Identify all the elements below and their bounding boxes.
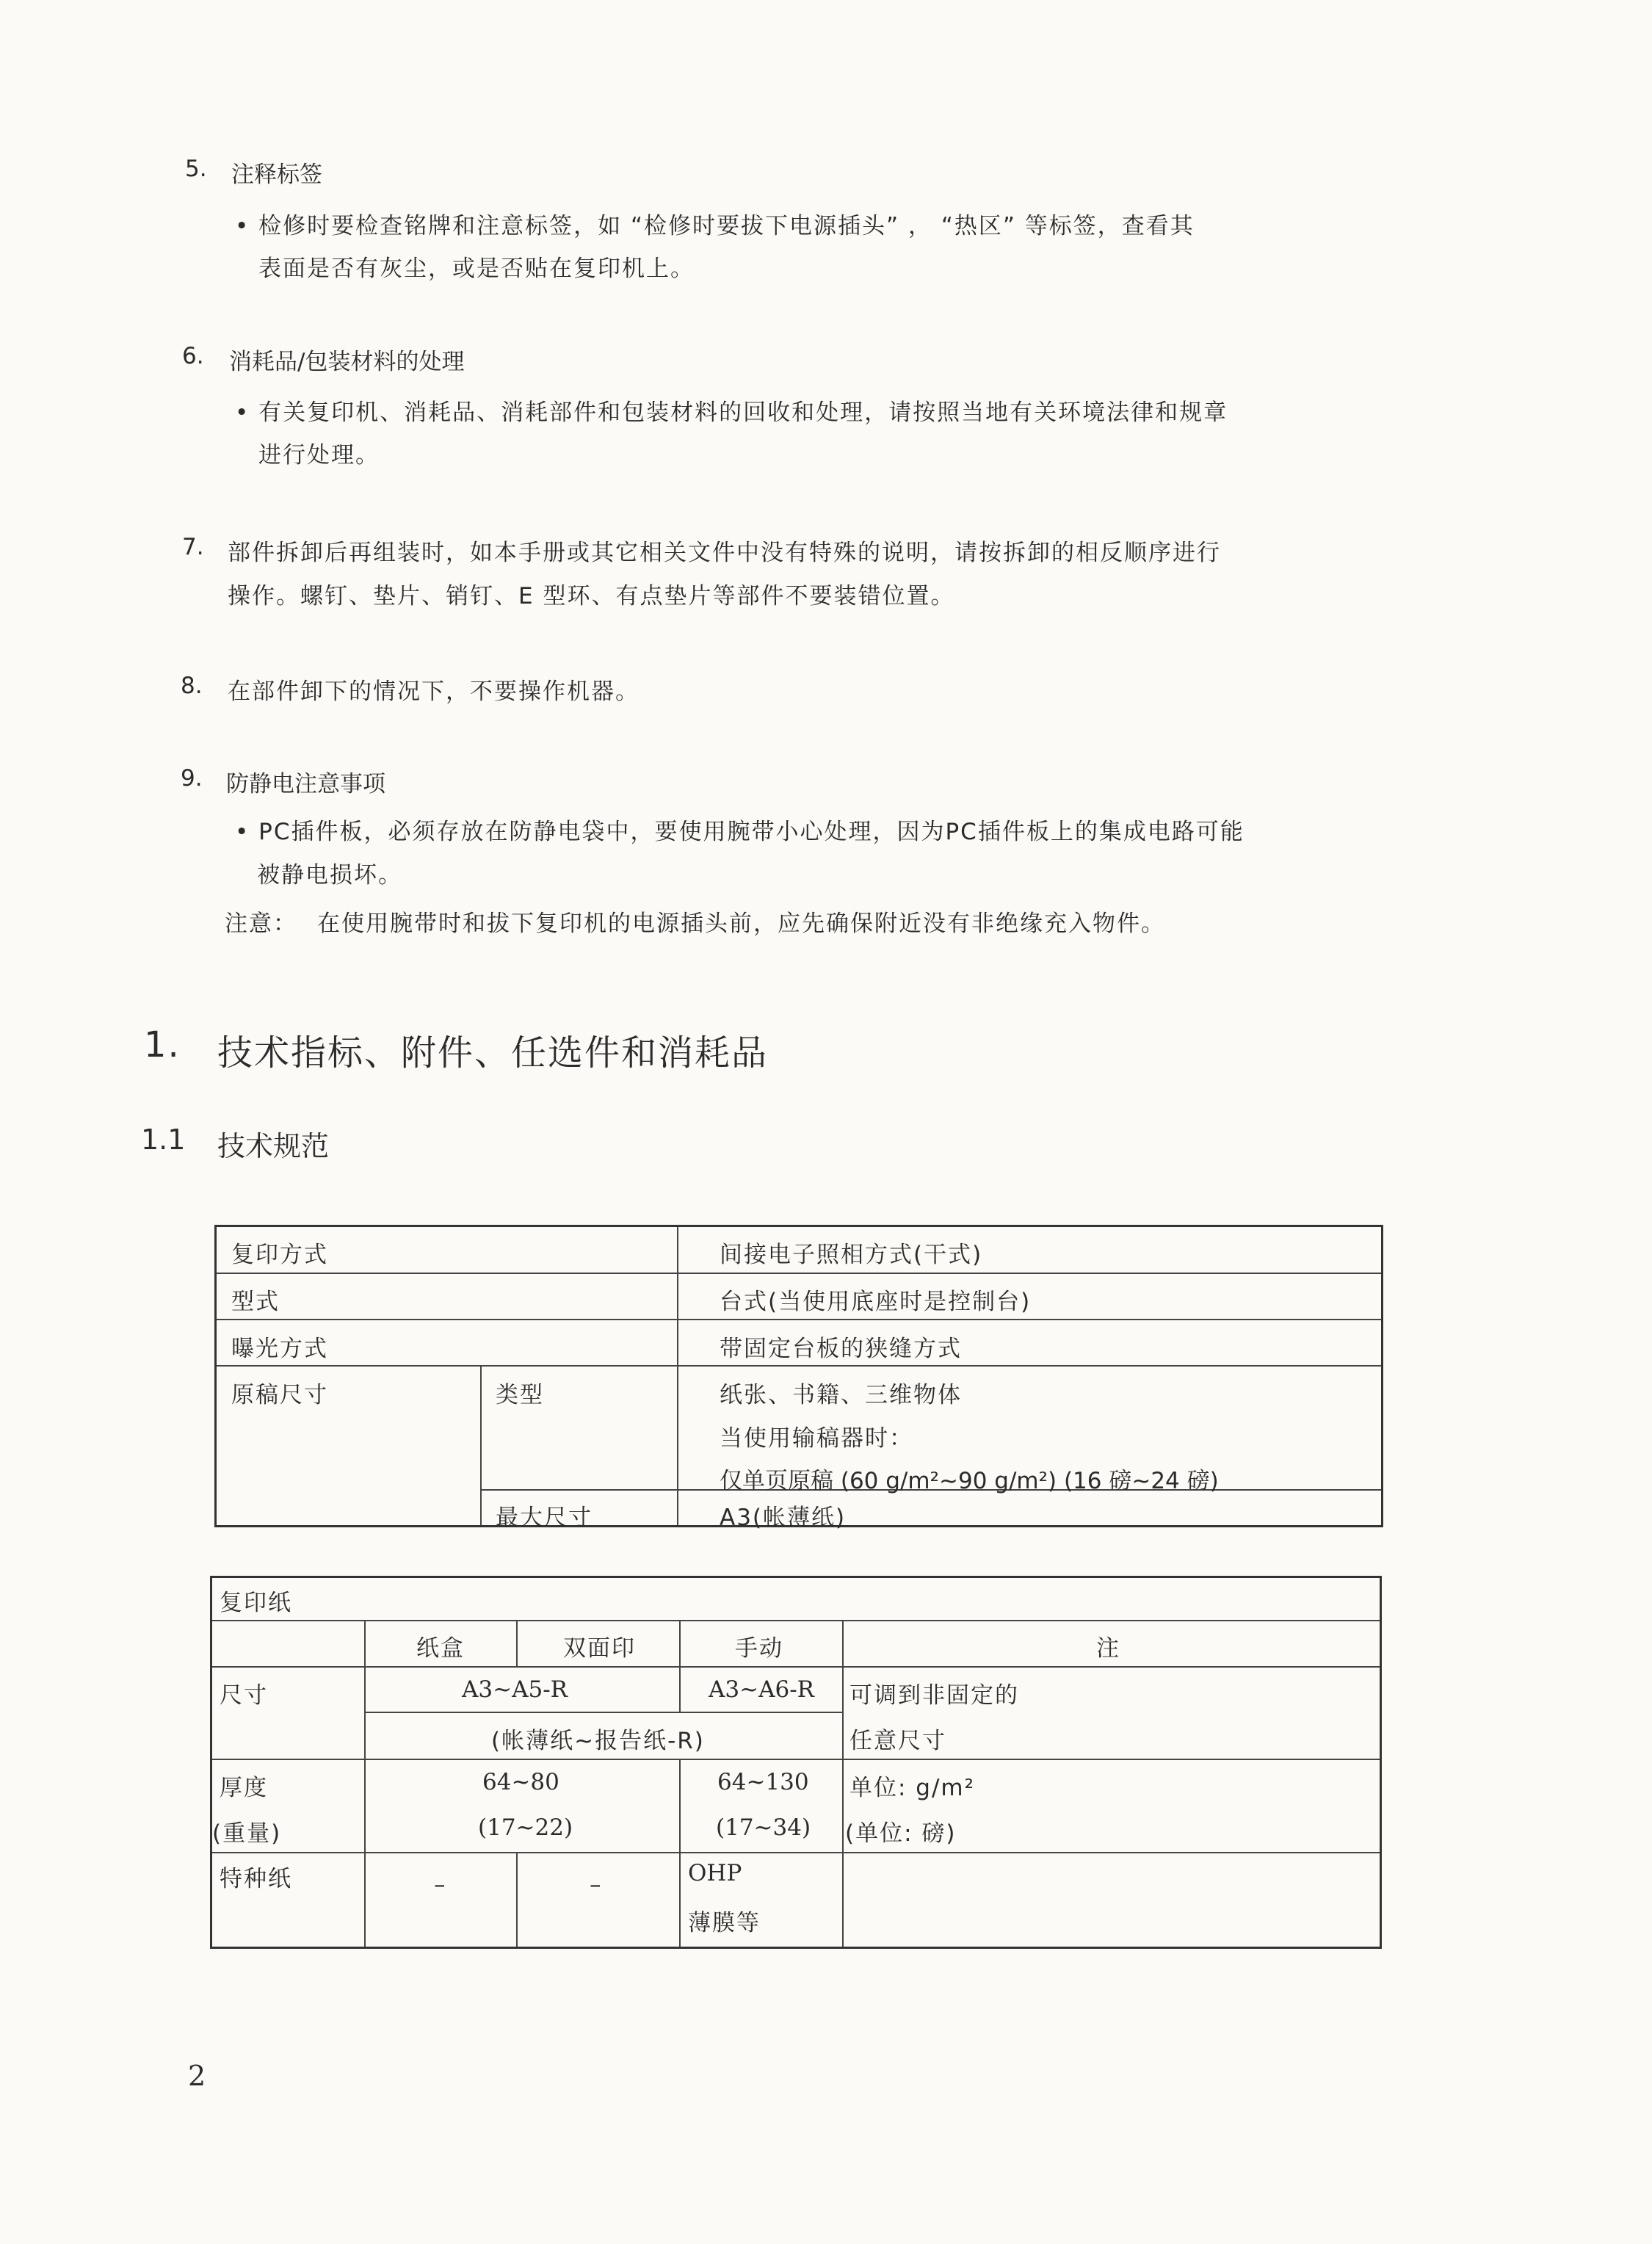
size-note: 可调到非固定的 <box>849 1682 1019 1709</box>
special-manual: 薄膜等 <box>688 1910 761 1936</box>
spec-label: 复印方式 <box>231 1242 328 1268</box>
column-header: 手动 <box>735 1635 783 1662</box>
spec-value: 纸张、书籍、三维物体 <box>720 1382 962 1408</box>
subsection-number: 1.1 <box>141 1123 186 1156</box>
section-title: 消耗品/包装材料的处理 <box>229 349 465 375</box>
table-rule <box>212 1666 1380 1668</box>
table-rule <box>217 1273 1381 1274</box>
table-rule <box>480 1365 482 1525</box>
table-rule <box>217 1319 1381 1320</box>
paragraph-line: 操作。螺钉、垫片、销钉、E 型环、有点垫片等部件不要装错位置。 <box>228 583 955 609</box>
column-header: 双面印 <box>563 1635 636 1662</box>
section-number: 5. <box>185 156 207 182</box>
thickness-manual: (17~34) <box>716 1814 811 1841</box>
spec-sublabel: 类型 <box>496 1382 544 1408</box>
section-number: 7. <box>182 534 204 560</box>
paper-table-title: 复印纸 <box>220 1590 292 1616</box>
table-rule <box>217 1365 1381 1367</box>
bullet-line: 表面是否有灰尘，或是否贴在复印机上。 <box>258 256 695 282</box>
spec-sublabel: 最大尺寸 <box>496 1505 593 1531</box>
size-note: 任意尺寸 <box>849 1728 946 1754</box>
spec-label: 曝光方式 <box>231 1336 328 1362</box>
row-label: 特种纸 <box>220 1866 292 1892</box>
paper-table <box>210 1576 1382 1949</box>
size-cassette: A3~A5-R <box>462 1676 568 1703</box>
row-label: 厚度 <box>220 1775 268 1801</box>
table-rule <box>212 1759 1380 1760</box>
bullet-line: • PC插件板，必须存放在防静电袋中，要使用腕带小心处理，因为PC插件板上的集成电路可能 <box>235 819 1245 845</box>
spec-value: 仅单页原稿 (60 g/m²~90 g/m²) (16 磅~24 磅) <box>720 1468 1219 1494</box>
note-text: 在使用腕带时和拔下复印机的电源插头前，应先确保附近没有非绝缘充入物件。 <box>317 911 1165 937</box>
chapter-number: 1. <box>144 1024 181 1065</box>
bullet-line: 被静电损坏。 <box>257 862 402 888</box>
table-rule <box>679 1620 681 1712</box>
spec-label: 原稿尺寸 <box>231 1382 328 1408</box>
table-rule <box>679 1759 681 1947</box>
bullet-line: • 有关复印机、消耗品、消耗部件和包装材料的回收和处理，请按照当地有关环境法律和规章 <box>235 399 1228 426</box>
bullet-line: 进行处理。 <box>258 442 380 468</box>
table-rule <box>364 1620 366 1947</box>
table-rule <box>842 1620 844 1947</box>
special-manual: OHP <box>688 1860 742 1886</box>
section-title: 注释标签 <box>231 162 322 188</box>
thickness-note: (单位: 磅) <box>845 1820 957 1847</box>
row-label: 尺寸 <box>220 1682 268 1709</box>
section-number: 9. <box>181 765 203 792</box>
paragraph-line: 在部件卸下的情况下，不要操作机器。 <box>228 678 640 705</box>
thickness-cassette: (17~22) <box>478 1814 573 1841</box>
special-cassette: – <box>434 1872 447 1898</box>
subsection-title: 技术规范 <box>217 1130 330 1162</box>
spec-value: 当使用输稿器时： <box>720 1425 913 1452</box>
note-label: 注意： <box>225 911 297 937</box>
table-rule <box>516 1852 518 1947</box>
spec-label: 型式 <box>231 1289 280 1315</box>
special-duplex: – <box>590 1872 603 1898</box>
spec-value: 带固定台板的狭缝方式 <box>720 1336 962 1362</box>
spec-value: 台式(当使用底座时是控制台) <box>720 1289 1032 1315</box>
table-rule <box>677 1227 678 1525</box>
thickness-manual: 64~130 <box>717 1769 809 1795</box>
table-rule <box>516 1620 518 1666</box>
column-header: 注 <box>1096 1635 1120 1662</box>
section-number: 6. <box>182 343 204 369</box>
spec-value: A3(帐薄纸) <box>720 1505 847 1531</box>
thickness-cassette: 64~80 <box>482 1769 559 1795</box>
size-sub: (帐薄纸~报告纸-R) <box>491 1728 705 1754</box>
chapter-title: 技术指标、附件、任选件和消耗品 <box>217 1032 769 1074</box>
table-rule <box>364 1712 842 1713</box>
spec-value: 间接电子照相方式(干式) <box>720 1242 983 1268</box>
spec-table <box>214 1225 1383 1531</box>
thickness-note: 单位: g/m² <box>849 1775 976 1801</box>
paragraph-line: 部件拆卸后再组装时，如本手册或其它相关文件中没有特殊的说明，请按拆卸的相反顺序进行 <box>228 540 1221 566</box>
section-title: 防静电注意事项 <box>226 771 385 797</box>
table-rule <box>212 1852 1380 1853</box>
page-number: 2 <box>188 2060 206 2092</box>
row-label: (重量) <box>212 1820 282 1847</box>
bullet-line: • 检修时要检查铭牌和注意标签，如 “检修时要拔下电源插头” ， “热区” 等标签，查看其 <box>235 213 1195 239</box>
table-rule <box>212 1620 1380 1621</box>
size-manual: A3~A6-R <box>709 1676 815 1703</box>
section-number: 8. <box>181 673 203 699</box>
column-header: 纸盒 <box>416 1635 465 1662</box>
